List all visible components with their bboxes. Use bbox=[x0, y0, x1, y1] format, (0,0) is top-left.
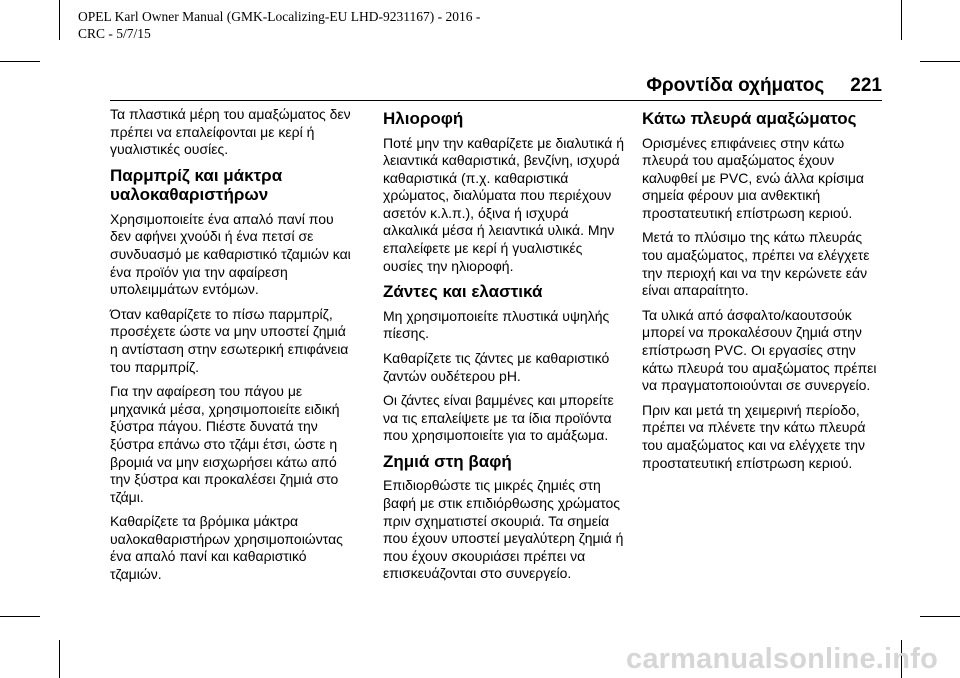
heading-paint-damage: Ζημιά στη βαφή bbox=[383, 451, 512, 471]
paragraph: Τα πλαστικά μέρη του αμαξώματος δεν πρέπει να επαλείφονται με κερί ή γυαλιστικές ουσίες. bbox=[110, 106, 351, 158]
paragraph: Οι ζάντες είναι βαμμένες και μπορείτε να τις επαλείψετε με τα ίδια προϊόντα που χρησιμοποιείτε για το αμάξωμα. bbox=[383, 392, 614, 444]
heading-sunroof: Ηλιοροφή bbox=[383, 109, 464, 128]
crop-mark-top-right-h bbox=[920, 61, 960, 62]
paragraph: Ορισμένες επιφάνειες στην κάτω πλευρά του αμαξώματος έχουν καλυφθεί με PVC, ενώ άλλα κρίσιμα σημεία φέρουν μια ανθεκτική προστατευτική επίστρωση κεριού. bbox=[642, 134, 865, 221]
paragraph: Μετά το πλύσιμο της κάτω πλευράς του αμαξώματος, πρέπει να ελέγχετε την περιοχή και να την κερώνετε εάν είναι απαραίτητο. bbox=[642, 229, 870, 299]
paragraph: Καθαρίζετε τις ζάντες με καθαριστικό ζαντών ουδέτερου pH. bbox=[383, 349, 610, 384]
crop-mark-top-left-h bbox=[0, 61, 40, 62]
page-header bbox=[646, 75, 882, 97]
paragraph: Καθαρίζετε τα βρόμικα μάκτρα υαλοκαθαριστήρων χρησιμοποιώντας ένα απαλό πανί και καθαριστικό τζαμιών. bbox=[110, 513, 343, 583]
document-meta bbox=[78, 8, 480, 42]
paragraph: Χρησιμοποιείτε ένα απαλό πανί που δεν αφήνει χνούδι ή ένα πετσί σε συνδυασμό με καθαριστικό τζαμιών και ένα προϊόν για την αφαίρεση υπολειμμάτων εντόμων. bbox=[110, 210, 351, 298]
crop-mark-top-right bbox=[901, 0, 902, 40]
page-number: 221 bbox=[850, 75, 882, 96]
heading-windscreen-wipers: Παρμπρίζ και μάκτρα υαλοκαθαριστήρων bbox=[110, 165, 283, 205]
paragraph: Όταν καθαρίζετε το πίσω παρμπρίζ, προσέχετε ώστε να μην υποστεί ζημιά η αντίσταση στην εσωτερική επιφάνεια του παρμπρίζ. bbox=[110, 305, 349, 375]
paragraph: Επιδιορθώστε τις μικρές ζημιές στη βαφή με στικ επιδιόρθωσης χρώματος πριν σχηματιστεί σκουριά. Τα σημεία που έχουν υποστεί μεγαλύτερη ζημιά ή που έχουν σκουριάσει πρέπει να επισκευάζονται στο συνεργείο. bbox=[383, 477, 624, 582]
column-middle bbox=[383, 106, 626, 590]
paragraph: Τα υλικά από άσφαλτο/καουτσούκ μπορεί να προκαλέσουν ζημιά στην επίστρωση PVC. Οι εργασίες στην κάτω πλευρά του αμαξώματος πρέπει να πραγματοποιούνται σε συνεργείο. bbox=[642, 306, 877, 394]
paragraph: Ποτέ μην την καθαρίζετε με διαλυτικά ή λειαντικά καθαριστικά, βενζίνη, ισχυρά καθαριστικά (π.χ. καθαριστικά χρώματος, διαλύματα που περιέχουν ασετόν κ.λ.π.), όξινα ή ισχυρά αλκαλικά μέσα ή λειαντικά υλικά. Μην επαλείφετε με κερί ή γυαλιστικές ουσίες την ηλιοροφή. bbox=[383, 134, 625, 274]
column-left bbox=[110, 106, 353, 591]
crop-mark-bottom-right-h bbox=[920, 616, 960, 617]
crop-mark-bottom-left-h bbox=[0, 616, 40, 617]
paragraph: Μη χρησιμοποιείτε πλυστικά υψηλής πίεσης. bbox=[383, 307, 610, 342]
paragraph: Για την αφαίρεση του πάγου με μηχανικά μέσα, χρησιμοποιείτε ειδική ξύστρα πάγου. Πιέστε δυνατά την ξύστρα επάνω στο τζάμι έτσι, ώστε η βρομιά να μην εισχωρήσει κάτω από την ξύστρα και προκαλέσει ζημιά στο τζάμι. bbox=[110, 383, 340, 505]
watermark: carmanualsonline.info bbox=[626, 643, 938, 675]
meta-line-2: CRC - 5/7/15 bbox=[78, 26, 151, 41]
header-rule bbox=[110, 100, 882, 101]
crop-mark-top-left bbox=[59, 0, 60, 40]
section-title: Φροντίδα οχήματος bbox=[646, 75, 825, 96]
paragraph: Πριν και μετά τη χειμερινή περίοδο, πρέπει να πλένετε την κάτω πλευρά του αμαξώματος και να ελέγχετε την προστατευτική επίστρωση κεριού. bbox=[642, 401, 866, 471]
crop-mark-bottom-left bbox=[59, 640, 60, 678]
column-right bbox=[642, 106, 885, 479]
heading-wheels-tyres: Ζάντες και ελαστικά bbox=[383, 282, 543, 302]
meta-line-1: OPEL Karl Owner Manual (GMK-Localizing-EU LHD-9231167) - 2016 - bbox=[78, 9, 481, 24]
heading-underbody: Κάτω πλευρά αμαξώματος bbox=[642, 109, 857, 128]
